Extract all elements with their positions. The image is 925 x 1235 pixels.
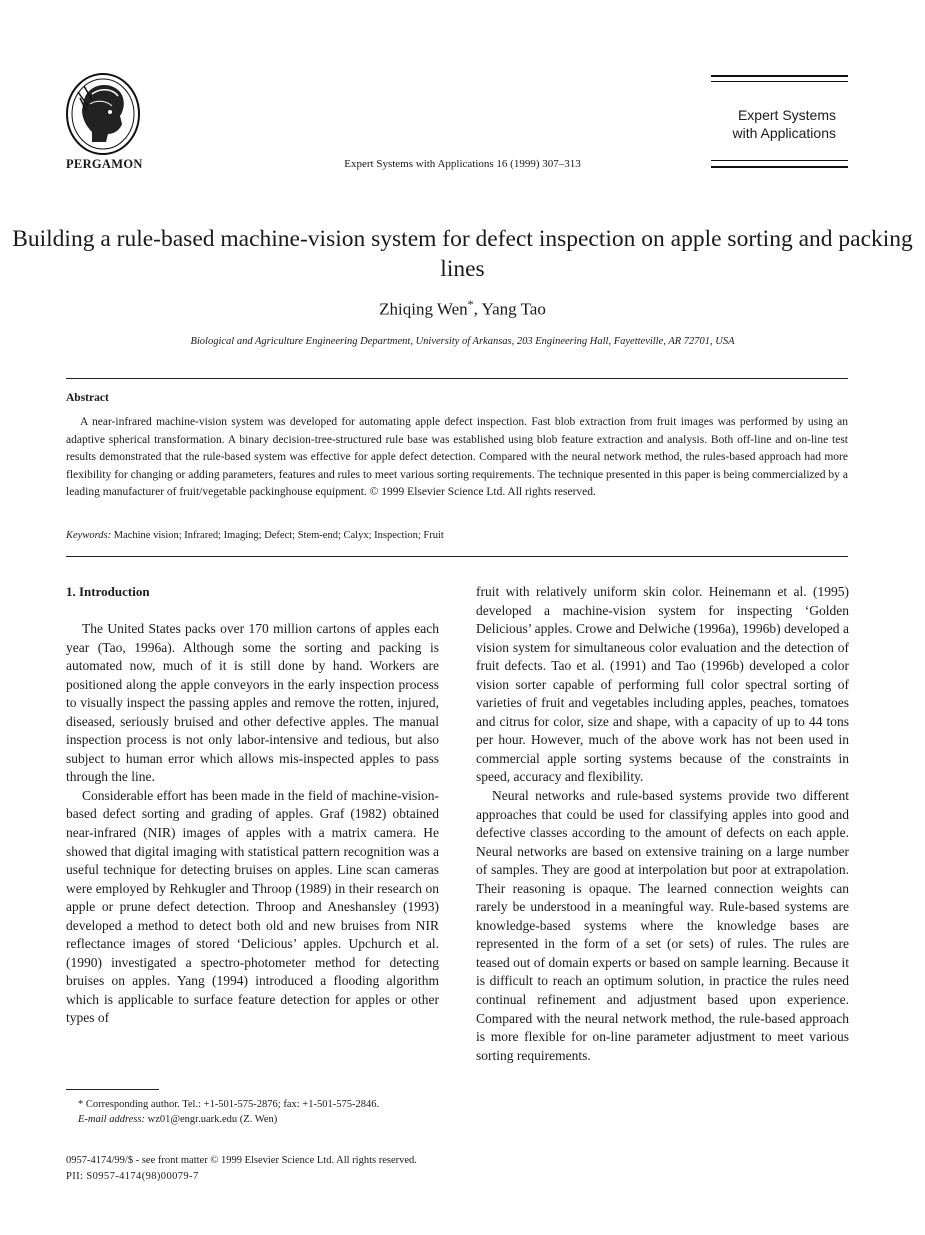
article-title: Building a rule-based machine-vision system for defect inspection on apple sorting and packing lines [12, 226, 913, 282]
footnote [66, 1097, 439, 1127]
journal-rule-bottom [711, 166, 848, 168]
journal-rule-top-thin [711, 81, 848, 82]
keywords-label: Keywords: [66, 530, 112, 541]
journal-rule-top [711, 75, 848, 77]
journal-rule-bottom-thin [711, 160, 848, 161]
author-primary: Zhiqing Wen [379, 299, 468, 319]
journal-name [700, 106, 836, 142]
keywords [66, 530, 444, 541]
journal-name-line2: with Applications [732, 125, 836, 141]
journal-citation: Expert Systems with Applications 16 (1999) 307–313 [344, 158, 581, 170]
body-paragraph: fruit with relatively uniform skin color. Heinemann et al. (1995) developed a machine-vision system for inspecting ‘Golden Delicious’ apples. Crowe and Delwiche (1996a), 1996b) developed a vision system for simultaneous color evaluation and the detection of fruit defects. Tao et al. (1991) and Tao (1996b) developed a color vision sorter capable of performing full color spectral sorting of varieties of fruit and vegetables including apples, peaches, tomatoes and citrus for color, size and shape, with a capacity of up to 44 tons per hour. However, much of the above work has not been used in commercial apple sorting systems because of the constraints in speed, accuracy and flexibility. [476, 584, 849, 785]
abstract-body [66, 414, 848, 502]
abstract-bottom-rule [66, 556, 848, 557]
keywords-list: Machine vision; Infrared; Imaging; Defect; Stem-end; Calyx; Inspection; Fruit [111, 530, 444, 541]
email-address: wz01@engr.uark.edu (Z. Wen) [144, 1114, 278, 1125]
author-affiliation: Biological and Agriculture Engineering Department, University of Arkansas, 203 Engineering Hall, Fayetteville, AR 72701, USA [190, 336, 735, 347]
body-paragraph: The United States packs over 170 million cartons of apples each year (Tao, 1996a). Although some the sorting and packing is automated now, much of it is still done by hand. Workers are positioned along the apple conveyors in the early inspection process to visually inspect the passing apples and remove the rotten, injured, diseased, seriously bruised and other defective apples. The manual inspection process is not only labor-intensive and tedious, but also subject to human error which allows mis-inspected apples to pass through the line. [66, 621, 439, 785]
corresponding-mark: * [467, 297, 474, 311]
email-label: E-mail address: [78, 1114, 145, 1125]
abstract-top-rule [66, 378, 848, 379]
pergamon-logo-icon [62, 70, 144, 162]
footnote-email [66, 1112, 439, 1127]
front-matter-pii: PII: S0957-4174(98)00079-7 [66, 1171, 199, 1182]
article-authors [0, 297, 925, 320]
body-paragraph: Considerable effort has been made in the field of machine-vision-based defect sorting and grading of apples. Graf (1982) obtained near-infrared (NIR) images of apples with a matrix camera. He showed that digital imaging with statistical pattern recognition was a useful technique for detecting bruises on apples. Line scan cameras were employed by Rehkugler and Throop (1989) in their research on apple or prune defect detection. Throop and Aneshansley (1993) developed a method to detect both old and new bruises from NIR reflectance images of stored ‘Delicious’ apples. Upchurch et al. (1990) investigated a spectro-photometer method for detecting bruises on apples. Yang (1994) introduced a flooding algorithm which is applicable to surface feature detection for apples or other types of [66, 787, 439, 1026]
footnote-corresponding: * Corresponding author. Tel.: +1-501-575-2876; fax: +1-501-575-2846. [78, 1099, 380, 1110]
abstract-heading: Abstract [66, 392, 109, 404]
section-heading-introduction: 1. Introduction [66, 584, 150, 599]
author-secondary: , Yang Tao [473, 299, 546, 319]
abstract-text: A near-infrared machine-vision system was developed for automating apple defect inspection. Fast blob extraction from fruit images was performed by using an adaptive spherical transformation. A binary decision-tree-structured rule base was established using blob feature extraction and analysis. Both off-line and on-line test results demonstrated that the rule-based system was effective for apple defect detection. Compared with the neural network method, the rules-based approach had more flexibility for changing or adding parameters, features and rules to meet various sorting requirements. The technique presented in this paper is being commercialized by a leading manufacturer of fruit/vegetable packinghouse equipment. © 1999 Elsevier Science Ltd. All rights reserved. [66, 416, 848, 498]
body-column-right [476, 583, 849, 1065]
body-paragraph: Neural networks and rule-based systems provide two different approaches that could be used for classifying apples into good and defective classes according to the amount of defects on each apple. Neural networks are based on extensive training on a large number of samples. They are good at interpolation but poor at extrapolation. Their reasoning is opaque. The learned connection weights can rarely be understood in a meaningful way. Rule-based systems are knowledge-based systems where the knowledge bases are represented in the form of a set (or sets) of rules. The rules are teased out of domain experts or based on sample learning. Because it is difficult to reach an optimum solution, in practice the rules need continual refinement and adjustment based upon experience. Compared with the neural network method, the rule-based approach is more flexible for on-line parameter adjustment to meet various sorting requirements. [476, 788, 849, 1063]
front-matter-copyright: 0957-4174/99/$ - see front matter © 1999 Elsevier Science Ltd. All rights reserved. [66, 1155, 417, 1166]
body-column-left [66, 620, 439, 1028]
publisher-name: PERGAMON [66, 157, 143, 171]
footnote-rule [66, 1089, 159, 1090]
journal-name-line1: Expert Systems [737, 107, 836, 123]
